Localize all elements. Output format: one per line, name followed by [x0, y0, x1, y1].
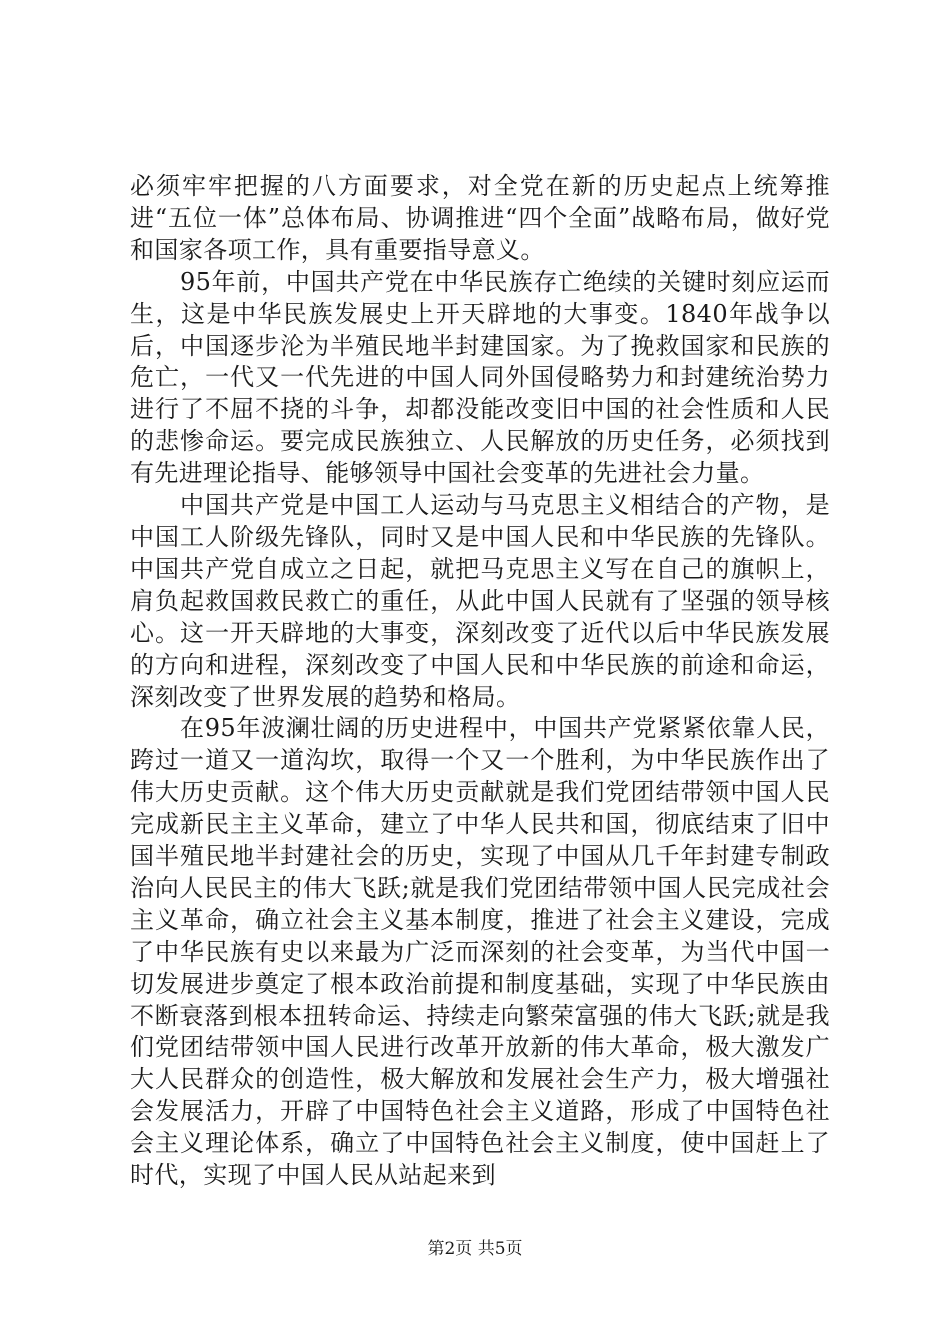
paragraph-4: 在95年波澜壮阔的历史进程中，中国共产党紧紧依靠人民，跨过一道又一道沟坎，取得一个又一个胜利，为中华民族作出了伟大历史贡献。这个伟大历史贡献就是我们党团结带领中国人民完成新民主主义革命，建立了中华人民共和国，彻底结束了旧中国半殖民地半封建社会的历史，实现了中国从几千年封建专制政治向人民民主的伟大飞跃;就是我们党团结带领中国人民完成社会主义革命，确立社会主义基本制度，推进了社会主义建设，完成了中华民族有史以来最为广泛而深刻的社会变革，为当代中国一切发展进步奠定了根本政治前提和制度基础，实现了中华民族由不断衰落到根本扭转命运、持续走向繁荣富强的伟大飞跃;就是我们党团结带领中国人民进行改革开放新的伟大革命，极大激发广大人民群众的创造性，极大解放和发展社会生产力，极大增强社会发展活力，开辟了中国特色社会主义道路，形成了中国特色社会主义理论体系，确立了中国特色社会主义制度，使中国赶上了时代，实现了中国人民从站起来到 — [130, 714, 830, 1190]
document-body — [130, 171, 830, 1192]
paragraph-2: 95年前，中国共产党在中华民族存亡绝续的关键时刻应运而生，这是中华民族发展史上开天辟地的大事变。1840年战争以后，中国逐步沦为半殖民地半封建国家。为了挽救国家和民族的危亡，一代又一代先进的中国人同外国侵略势力和封建统治势力进行了不屈不挠的斗争，却都没能改变旧中国的社会性质和人民的悲惨命运。要完成民族独立、人民解放的历史任务，必须找到有先进理论指导、能够领导中国社会变革的先进社会力量。 — [130, 267, 830, 488]
paragraph-1: 必须牢牢把握的八方面要求，对全党在新的历史起点上统筹推进“五位一体”总体布局、协调推进“四个全面”战略布局，做好党和国家各项工作，具有重要指导意义。 — [130, 172, 830, 264]
page-number-footer: 第2页 共5页 — [427, 1239, 523, 1259]
paragraph-3: 中国共产党是中国工人运动与马克思主义相结合的产物，是中国工人阶级先锋队，同时又是中国人民和中华民族的先锋队。中国共产党自成立之日起，就把马克思主义写在自己的旗帜上，肩负起救国救民救亡的重任，从此中国人民就有了坚强的领导核心。这一开天辟地的大事变，深刻改变了近代以后中华民族发展的方向和进程，深刻改变了中国人民和中华民族的前途和命运，深刻改变了世界发展的趋势和格局。 — [130, 491, 830, 711]
